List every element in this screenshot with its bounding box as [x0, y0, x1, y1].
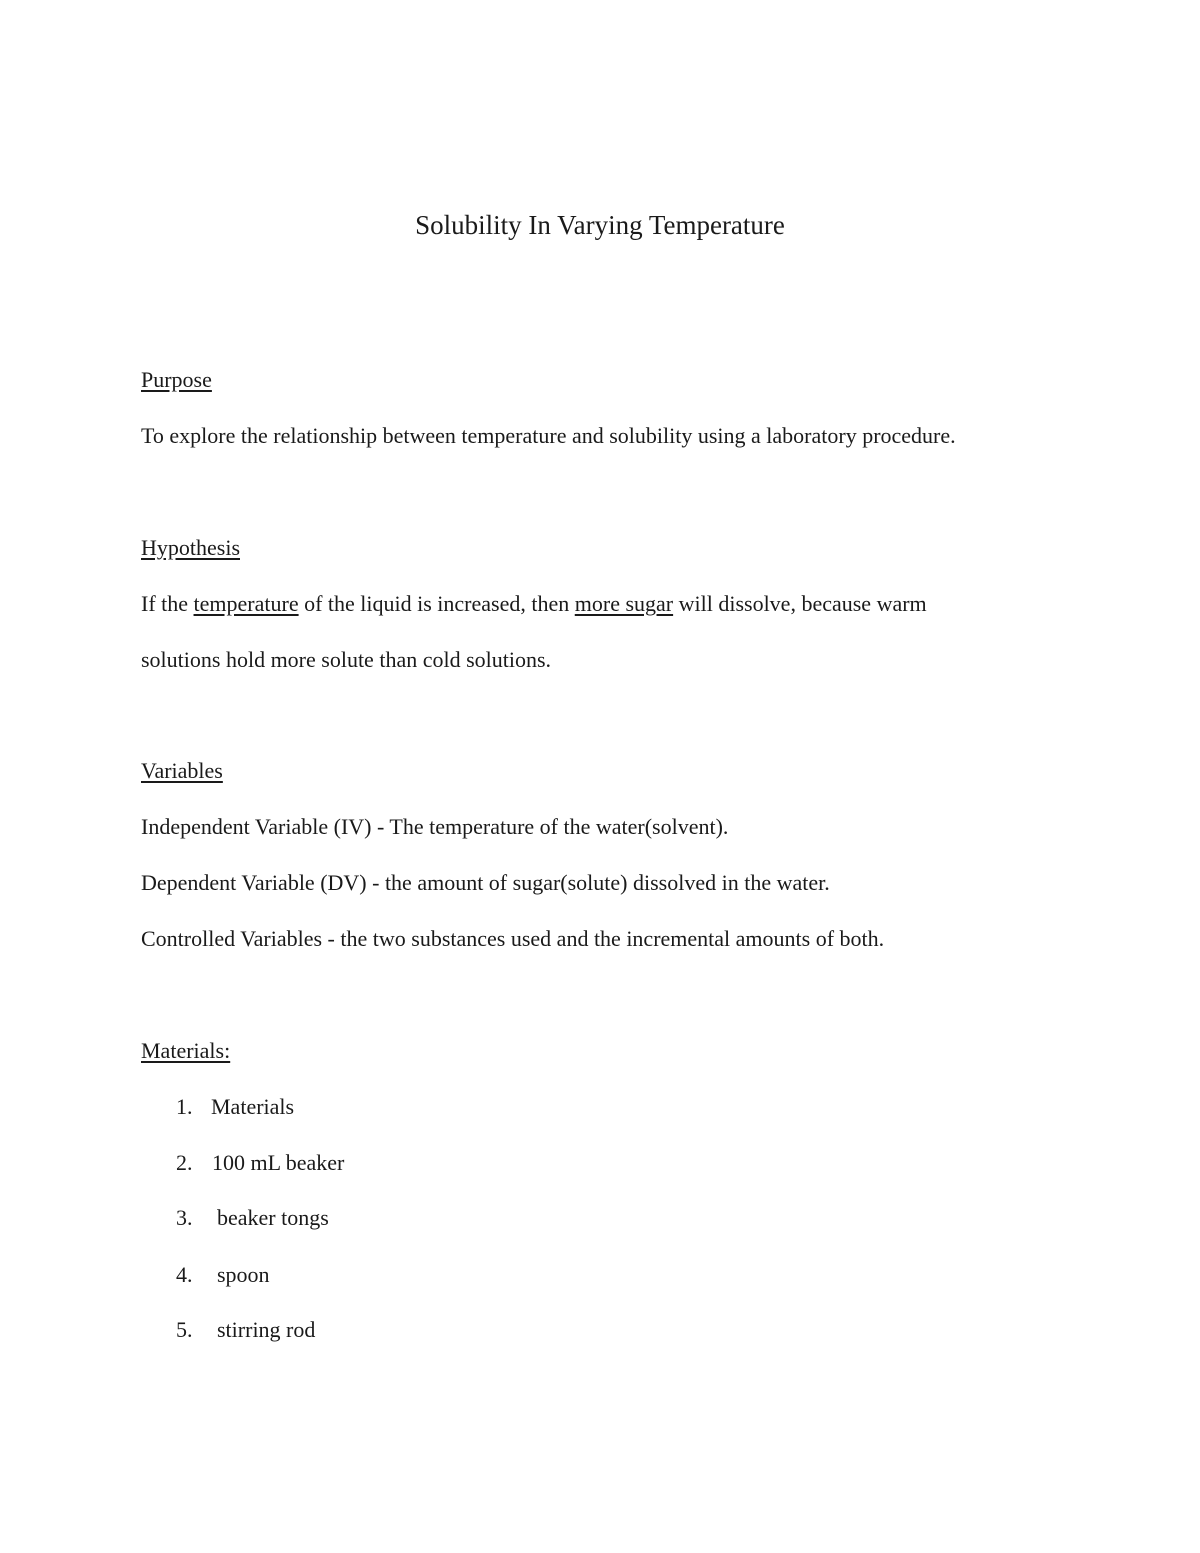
hypothesis-line-2: solutions hold more solute than cold solutions. [141, 647, 552, 672]
hypothesis-part-2: of the liquid is increased, then [298, 591, 575, 616]
hypothesis-part-3: will dissolve, because warm [673, 591, 927, 616]
purpose-text: To explore the relationship between temperature and solubility using a laboratory procedure. [141, 423, 956, 448]
independent-variable: Independent Variable (IV) - The temperature of the water(solvent). [141, 814, 729, 839]
list-item-label: beaker tongs [217, 1205, 329, 1230]
hypothesis-heading: Hypothesis [141, 535, 240, 560]
list-item-label: spoon [217, 1262, 270, 1287]
list-item-number: 3. [176, 1205, 193, 1230]
list-item-label: stirring rod [217, 1317, 316, 1342]
hypothesis-part-1: If the [141, 591, 194, 616]
document-title: Solubility In Varying Temperature [415, 210, 785, 240]
variables-heading: Variables [141, 758, 223, 783]
hypothesis-line-1 [141, 589, 927, 619]
materials-heading: Materials: [141, 1038, 231, 1063]
hypothesis-underline-more-sugar: more sugar [574, 591, 674, 616]
controlled-variables: Controlled Variables - the two substances used and the incremental amounts of both. [141, 926, 885, 951]
list-item-number: 2. [176, 1150, 193, 1175]
hypothesis-underline-temperature: temperature [193, 591, 299, 616]
list-item-label: 100 mL beaker [212, 1150, 345, 1175]
dependent-variable: Dependent Variable (DV) - the amount of sugar(solute) dissolved in the water. [141, 870, 830, 895]
list-item-label: Materials [211, 1094, 295, 1119]
list-item-number: 1. [176, 1094, 193, 1119]
list-item-number: 5. [176, 1317, 193, 1342]
list-item-number: 4. [176, 1262, 193, 1287]
purpose-heading: Purpose [141, 367, 212, 392]
